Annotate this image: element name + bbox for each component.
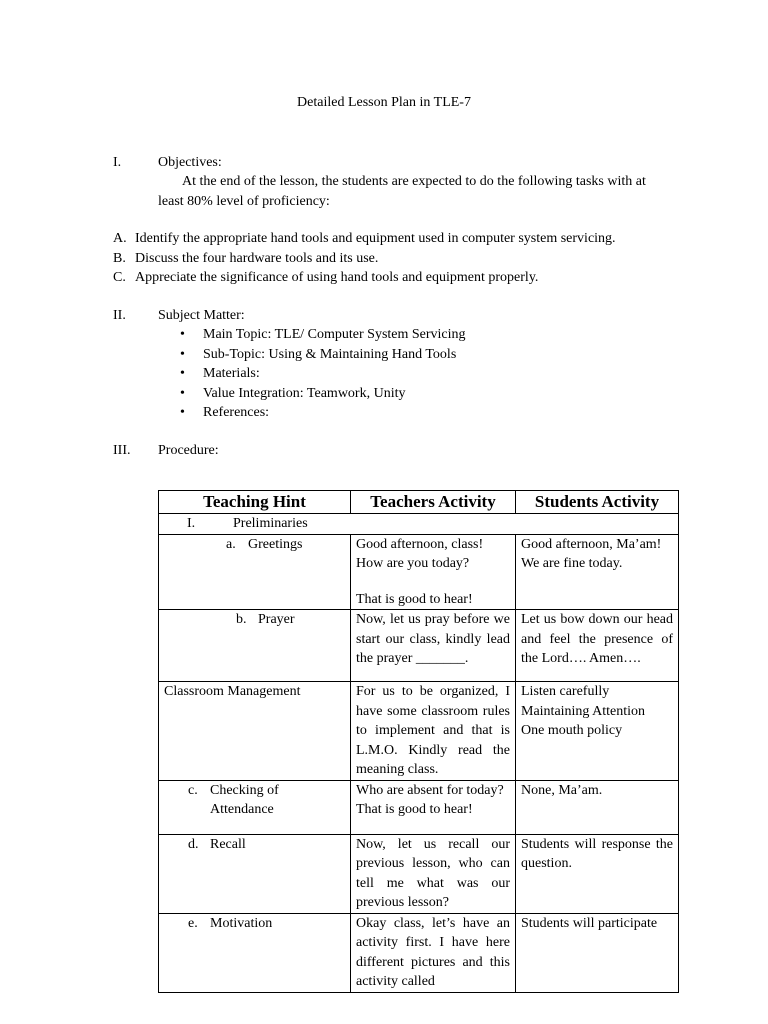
teacher-cell: Good afternoon, class! How are you today? That is good to hear! [351,534,516,610]
student-cell: Good afternoon, Ma’am! We are fine today. [516,534,679,610]
objective-item: A. Identify the appropriate hand tools and equipment used in computer system servicing. [113,231,616,246]
procedure-numeral: III. [113,443,131,458]
bullet-item: • Value Integration: Teamwork, Unity [180,384,466,404]
table-row [159,682,679,781]
table-row [159,610,679,682]
student-cell: Listen carefully Maintaining Attention One mouth policy [516,682,679,781]
objectives-numeral: I. [113,155,122,170]
student-cell: None, Ma’am. [516,780,679,834]
objectives-intro [158,172,668,211]
table-row [159,913,679,992]
hint-cell: Classroom Management [159,682,351,781]
objectives-intro-text: At the end of the lesson, the students are expected to do the following tasks with at least 80% level of proficiency: [158,174,646,209]
header-teachers-activity: Teachers Activity [351,491,516,514]
student-cell: Students will participate [516,913,679,992]
teacher-cell: For us to be organized, I have some classroom rules to implement and that is L.M.O. Kindly read the meaning class. [351,682,516,781]
hint-cell: a. Greetings [159,534,351,610]
bullet-item: • Main Topic: TLE/ Computer System Servicing [180,325,466,345]
teacher-cell: Now, let us pray before we start our class, kindly lead the prayer _______. [351,610,516,682]
preliminaries-cell: I. Preliminaries [159,514,679,535]
objectives-list [113,229,616,288]
hint-cell: e. Motivation [159,913,351,992]
hint-cell: c. Checking of Attendance [159,780,351,834]
subject-matter-heading: Subject Matter: [158,308,245,323]
preliminaries-row [159,514,679,535]
objectives-heading: Objectives: [158,155,222,170]
teacher-cell: Now, let us recall our previous lesson, who can tell me what was our previous lesson? [351,834,516,913]
objective-item: B. Discuss the four hardware tools and its use. [113,250,379,266]
student-cell: Students will response the question. [516,834,679,913]
subject-matter-numeral: II. [113,308,126,323]
subject-matter-list [180,325,466,423]
bullet-item: • Sub-Topic: Using & Maintaining Hand Tools [180,345,466,365]
objective-item: C. Appreciate the significance of using hand tools and equipment properly. [113,270,539,285]
table-row [159,834,679,913]
student-cell: Let us bow down our head and feel the presence of the Lord…. Amen…. [516,610,679,682]
teacher-cell: Okay class, let’s have an activity first. I have here different pictures and this activity called [351,913,516,992]
table-header-row [159,491,679,514]
hint-cell: b. Prayer [159,610,351,682]
document-title: Detailed Lesson Plan in TLE-7 [297,95,471,110]
teacher-cell: Who are absent for today? That is good to hear! [351,780,516,834]
header-teaching-hint: Teaching Hint [159,491,351,514]
header-students-activity: Students Activity [516,491,679,514]
bullet-item: • Materials: [180,364,466,384]
hint-cell: d. Recall [159,834,351,913]
procedure-heading: Procedure: [158,443,219,458]
procedure-table [158,490,679,993]
table-row [159,780,679,834]
table-row [159,534,679,610]
bullet-item: • References: [180,403,466,423]
